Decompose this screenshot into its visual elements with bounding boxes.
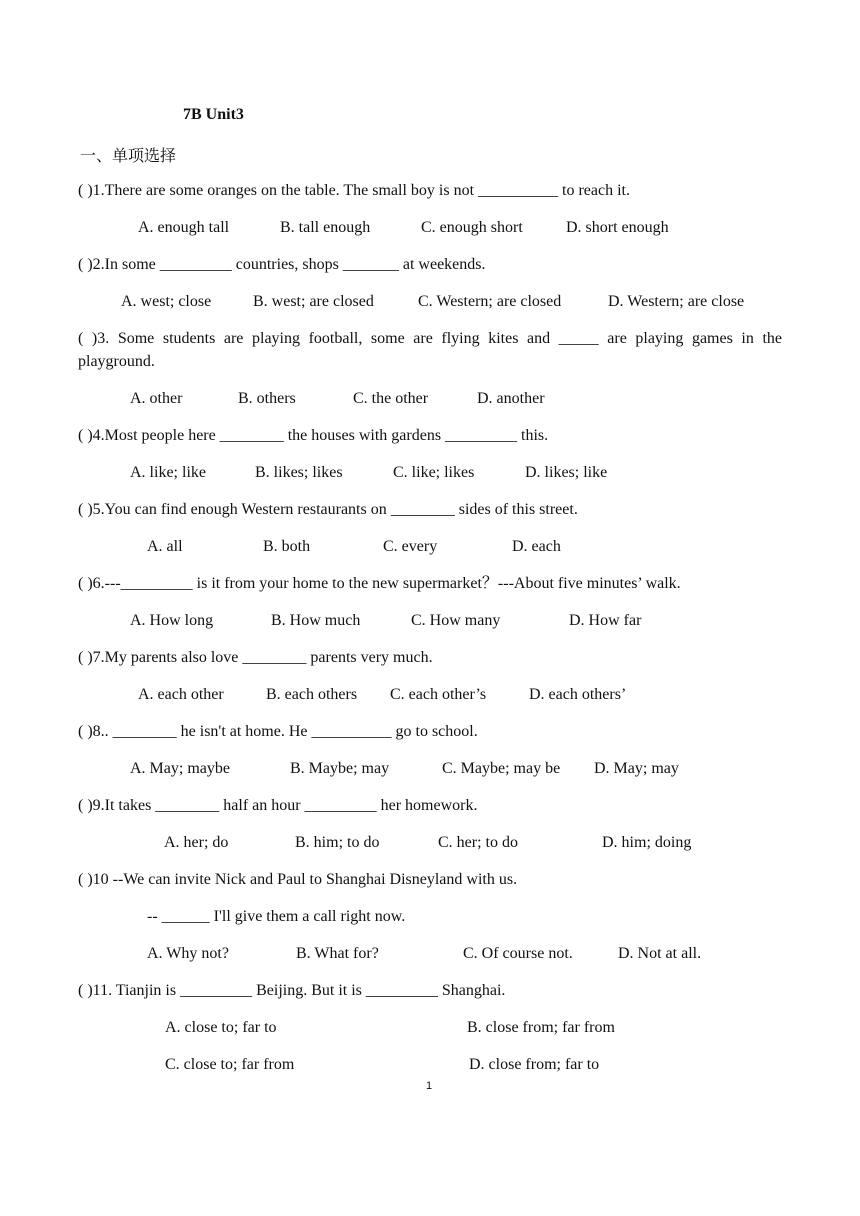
question-5-stem: ( )5.You can find enough Western restaurants on ________ sides of this street. bbox=[78, 501, 578, 518]
option-d: D. Not at all. bbox=[618, 945, 702, 962]
question-3-stem: ( )3. Some students are playing football, some are flying kites and _____ are playing games in the playground. bbox=[78, 330, 782, 370]
option-d: D. another bbox=[477, 390, 545, 407]
option-b: B. both bbox=[263, 538, 311, 555]
question-11-stem: ( )11. Tianjin is _________ Beijing. But it is _________ Shanghai. bbox=[78, 982, 506, 999]
option-c: C. Western; are closed bbox=[418, 293, 562, 310]
option-d: D. How far bbox=[569, 612, 642, 629]
option-d: D. May; may bbox=[594, 760, 679, 777]
question-8-stem: ( )8.. ________ he isn't at home. He __________ go to school. bbox=[78, 723, 478, 740]
option-b: B. Maybe; may bbox=[290, 760, 390, 777]
option-d: D. each others’ bbox=[529, 686, 627, 703]
option-b: B. likes; likes bbox=[255, 464, 343, 481]
question-2-stem: ( )2.In some _________ countries, shops _______ at weekends. bbox=[78, 256, 486, 273]
option-c: C. like; likes bbox=[393, 464, 475, 481]
option-d: D. him; doing bbox=[602, 834, 692, 851]
option-b: B. close from; far from bbox=[467, 1019, 615, 1036]
option-c: C. every bbox=[383, 538, 438, 555]
question-10-reply: -- ______ I'll give them a call right now. bbox=[147, 908, 406, 925]
option-b: B. each others bbox=[266, 686, 358, 703]
option-d: D. likes; like bbox=[525, 464, 608, 481]
option-c: C. close to; far from bbox=[165, 1056, 295, 1073]
page-number: 1 bbox=[426, 1080, 433, 1092]
question-7-stem: ( )7.My parents also love ________ parents very much. bbox=[78, 649, 433, 666]
option-b: B. him; to do bbox=[295, 834, 380, 851]
option-b: B. west; are closed bbox=[253, 293, 374, 310]
option-b: B. tall enough bbox=[280, 219, 371, 236]
option-a: A. close to; far to bbox=[165, 1019, 277, 1036]
option-c: C. Of course not. bbox=[463, 945, 573, 962]
option-a: A. May; maybe bbox=[130, 760, 230, 777]
option-b: B. others bbox=[238, 390, 296, 407]
section-heading: 一、单项选择 bbox=[80, 146, 177, 165]
option-c: C. each other’s bbox=[390, 686, 487, 703]
question-4-stem: ( )4.Most people here ________ the houses with gardens _________ this. bbox=[78, 427, 549, 444]
option-a: A. like; like bbox=[130, 464, 206, 481]
option-d: D. each bbox=[512, 538, 561, 555]
option-a: A. her; do bbox=[164, 834, 229, 851]
option-b: B. How much bbox=[271, 612, 361, 629]
option-c: C. enough short bbox=[421, 219, 523, 236]
option-b: B. What for? bbox=[296, 945, 379, 962]
question-10-stem: ( )10 --We can invite Nick and Paul to Shanghai Disneyland with us. bbox=[78, 871, 518, 888]
option-a: A. each other bbox=[138, 686, 224, 703]
option-c: C. How many bbox=[411, 612, 501, 629]
option-a: A. How long bbox=[130, 612, 214, 629]
option-d: D. Western; are close bbox=[608, 293, 745, 310]
question-1-stem: ( )1.There are some oranges on the table. The small boy is not __________ to reach it. bbox=[78, 182, 630, 199]
option-c: C. her; to do bbox=[438, 834, 518, 851]
document-title: 7B Unit3 bbox=[183, 106, 244, 123]
question-6-stem: ( )6.---_________ is it from your home to the new supermarket？---About five minutes’ walk. bbox=[78, 575, 681, 592]
option-a: A. Why not? bbox=[147, 945, 229, 962]
option-d: D. close from; far to bbox=[469, 1056, 600, 1073]
option-c: C. the other bbox=[353, 390, 429, 407]
option-a: A. west; close bbox=[121, 293, 212, 310]
question-9-stem: ( )9.It takes ________ half an hour _________ her homework. bbox=[78, 797, 478, 814]
option-a: A. enough tall bbox=[138, 219, 230, 236]
option-a: A. all bbox=[147, 538, 183, 555]
option-d: D. short enough bbox=[566, 219, 669, 236]
option-a: A. other bbox=[130, 390, 183, 407]
option-c: C. Maybe; may be bbox=[442, 760, 561, 777]
